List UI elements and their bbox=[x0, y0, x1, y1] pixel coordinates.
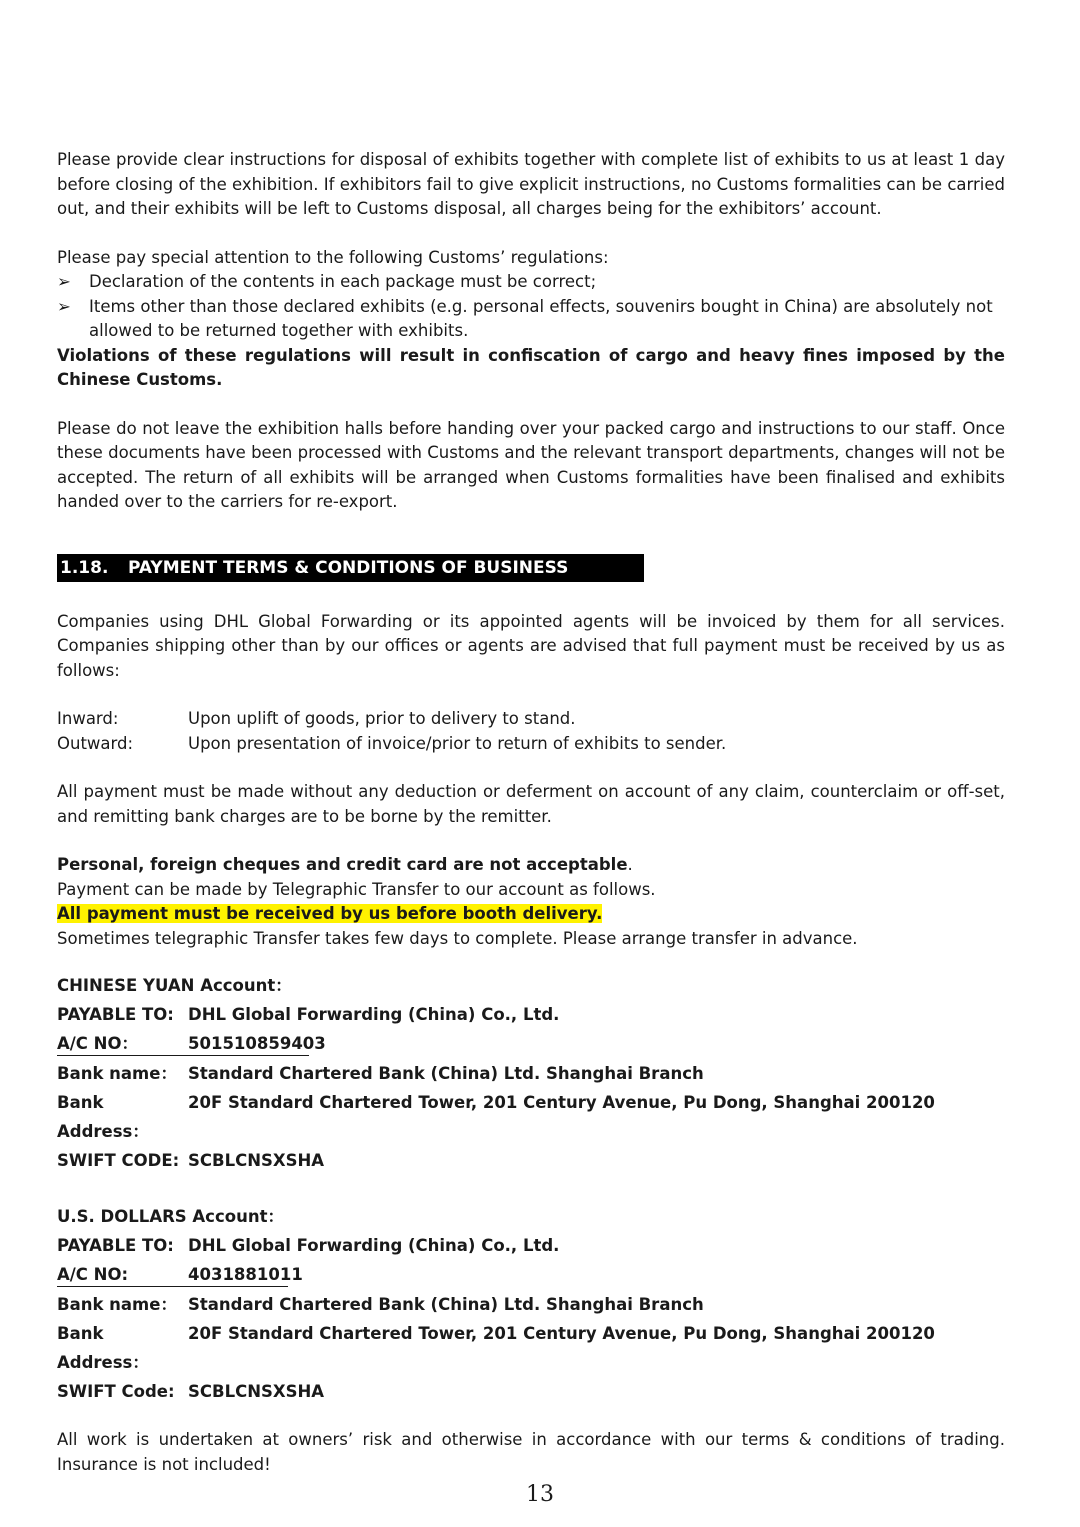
outward-value: Upon presentation of invoice/prior to return of exhibits to sender. bbox=[188, 733, 727, 753]
account-number-value: 501510859403 bbox=[188, 1034, 326, 1053]
swift-value: SCBLCNSXSHA bbox=[188, 1151, 325, 1170]
section-title: PAYMENT TERMS & CONDITIONS OF BUSINESS bbox=[128, 557, 569, 578]
payable-row: PAYABLE TO: DHL Global Forwarding (China) Co., Ltd. bbox=[57, 1000, 1005, 1029]
bank-name-value: Standard Chartered Bank (China) Ltd. Shanghai Branch bbox=[188, 1064, 704, 1083]
payment-schedule bbox=[57, 707, 1005, 756]
bank-name-value: Standard Chartered Bank (China) Ltd. Shanghai Branch bbox=[188, 1295, 704, 1314]
deduction-paragraph: All payment must be made without any deduction or deferment on account of any claim, counterclaim or off-set, and remitting bank charges are to be borne by the remitter. bbox=[57, 782, 1005, 826]
list-item: ➢ Declaration of the contents in each package must be correct; bbox=[57, 270, 1005, 295]
advance-transfer-line: Sometimes telegraphic Transfer takes few days to complete. Please arrange transfer in advance. bbox=[57, 928, 858, 948]
customs-regulations-lead: Please pay special attention to the following Customs’ regulations: bbox=[57, 247, 609, 267]
arrow-bullet-icon: ➢ bbox=[57, 272, 71, 291]
swift-row: SWIFT CODE: SCBLCNSXSHA bbox=[57, 1146, 1005, 1175]
section-number: 1.18. bbox=[60, 557, 109, 578]
bank-name-row: Bank name： Standard Chartered Bank (China) Ltd. Shanghai Branch bbox=[57, 1290, 1005, 1319]
usd-account-block bbox=[57, 1202, 1005, 1406]
bank-address-value: 20F Standard Chartered Tower, 201 Century Avenue, Pu Dong, Shanghai 200120 bbox=[188, 1324, 935, 1343]
page-number: 13 bbox=[526, 1482, 554, 1507]
arrow-bullet-icon: ➢ bbox=[57, 296, 71, 316]
telegraphic-transfer-line: Payment can be made by Telegraphic Transfer to our account as follows. bbox=[57, 879, 656, 899]
bank-address-row: Bank Address： 20F Standard Chartered Tower, 201 Century Avenue, Pu Dong, Shanghai 200120 bbox=[57, 1319, 1005, 1377]
invoicing-paragraph: Companies using DHL Global Forwarding or its appointed agents will be invoiced by them for all services. Companies shipping other than by our offices or agents are advised that full payment must be received by us as follows: bbox=[57, 611, 1005, 680]
account-title: U.S. DOLLARS Account： bbox=[57, 1207, 284, 1226]
inward-label: Inward: bbox=[57, 709, 119, 728]
bank-address-row: Bank Address： 20F Standard Chartered Tower, 201 Century Avenue, Pu Dong, Shanghai 200120 bbox=[57, 1088, 1005, 1146]
handover-paragraph: Please do not leave the exhibition halls before handing over your packed cargo and instructions to our staff. Once these documents have been processed with Customs and the relevant transport departments, changes will not be accepted. The return of all exhibits will be arranged when Customs formalities have been finalised and exhibits handed over to the carriers for re-export. bbox=[57, 418, 1005, 511]
violations-warning: Violations of these regulations will result in confiscation of cargo and heavy fines imposed by the Chinese Customs. bbox=[57, 345, 1005, 389]
page-content bbox=[57, 148, 1005, 1477]
list-item: ➢ Items other than those declared exhibits (e.g. personal effects, souvenirs bought in China) are absolutely not allowed to be returned together with exhibits. bbox=[57, 296, 993, 340]
cny-account-block bbox=[57, 971, 1005, 1175]
closing-paragraph: All work is undertaken at owners’ risk and otherwise in accordance with our terms & conditions of trading. Insurance is not included! bbox=[57, 1430, 1005, 1474]
bank-name-row: Bank name： Standard Chartered Bank (China) Ltd. Shanghai Branch bbox=[57, 1059, 1005, 1088]
account-number-value: 4031881011 bbox=[188, 1265, 303, 1284]
payable-to-value: DHL Global Forwarding (China) Co., Ltd. bbox=[188, 1005, 560, 1024]
account-number-row: A/C NO： 501510859403 bbox=[57, 1029, 1005, 1059]
outward-label: Outward: bbox=[57, 733, 134, 753]
highlight-line: All payment must be received by us before booth delivery. bbox=[57, 904, 603, 923]
swift-value: SCBLCNSXSHA bbox=[188, 1382, 325, 1401]
swift-row: SWIFT Code: SCBLCNSXSHA bbox=[57, 1377, 1005, 1406]
payable-to-value: DHL Global Forwarding (China) Co., Ltd. bbox=[188, 1236, 560, 1255]
account-number-row: A/C NO: 4031881011 bbox=[57, 1260, 1005, 1290]
payable-row: PAYABLE TO: DHL Global Forwarding (China) Co., Ltd. bbox=[57, 1231, 1005, 1260]
bank-address-value: 20F Standard Chartered Tower, 201 Century Avenue, Pu Dong, Shanghai 200120 bbox=[188, 1093, 935, 1112]
disposal-instructions-paragraph: Please provide clear instructions for disposal of exhibits together with complete list of exhibits to us at least 1 day before closing of the exhibition. If exhibitors fail to give explicit instructions, no Customs formalities can be carried out, and their exhibits will be left to Customs disposal, all charges being for the exhibitors’ account. bbox=[57, 150, 1005, 218]
outward-row bbox=[57, 732, 1005, 757]
account-title: CHINESE YUAN Account： bbox=[57, 976, 292, 995]
not-acceptable-line: Personal, foreign cheques and credit card are not acceptable. bbox=[57, 855, 633, 874]
customs-regulations-list bbox=[57, 270, 1005, 344]
inward-value: Upon uplift of goods, prior to delivery to stand. bbox=[188, 709, 576, 728]
section-heading bbox=[57, 554, 644, 582]
inward-row bbox=[57, 707, 1005, 732]
